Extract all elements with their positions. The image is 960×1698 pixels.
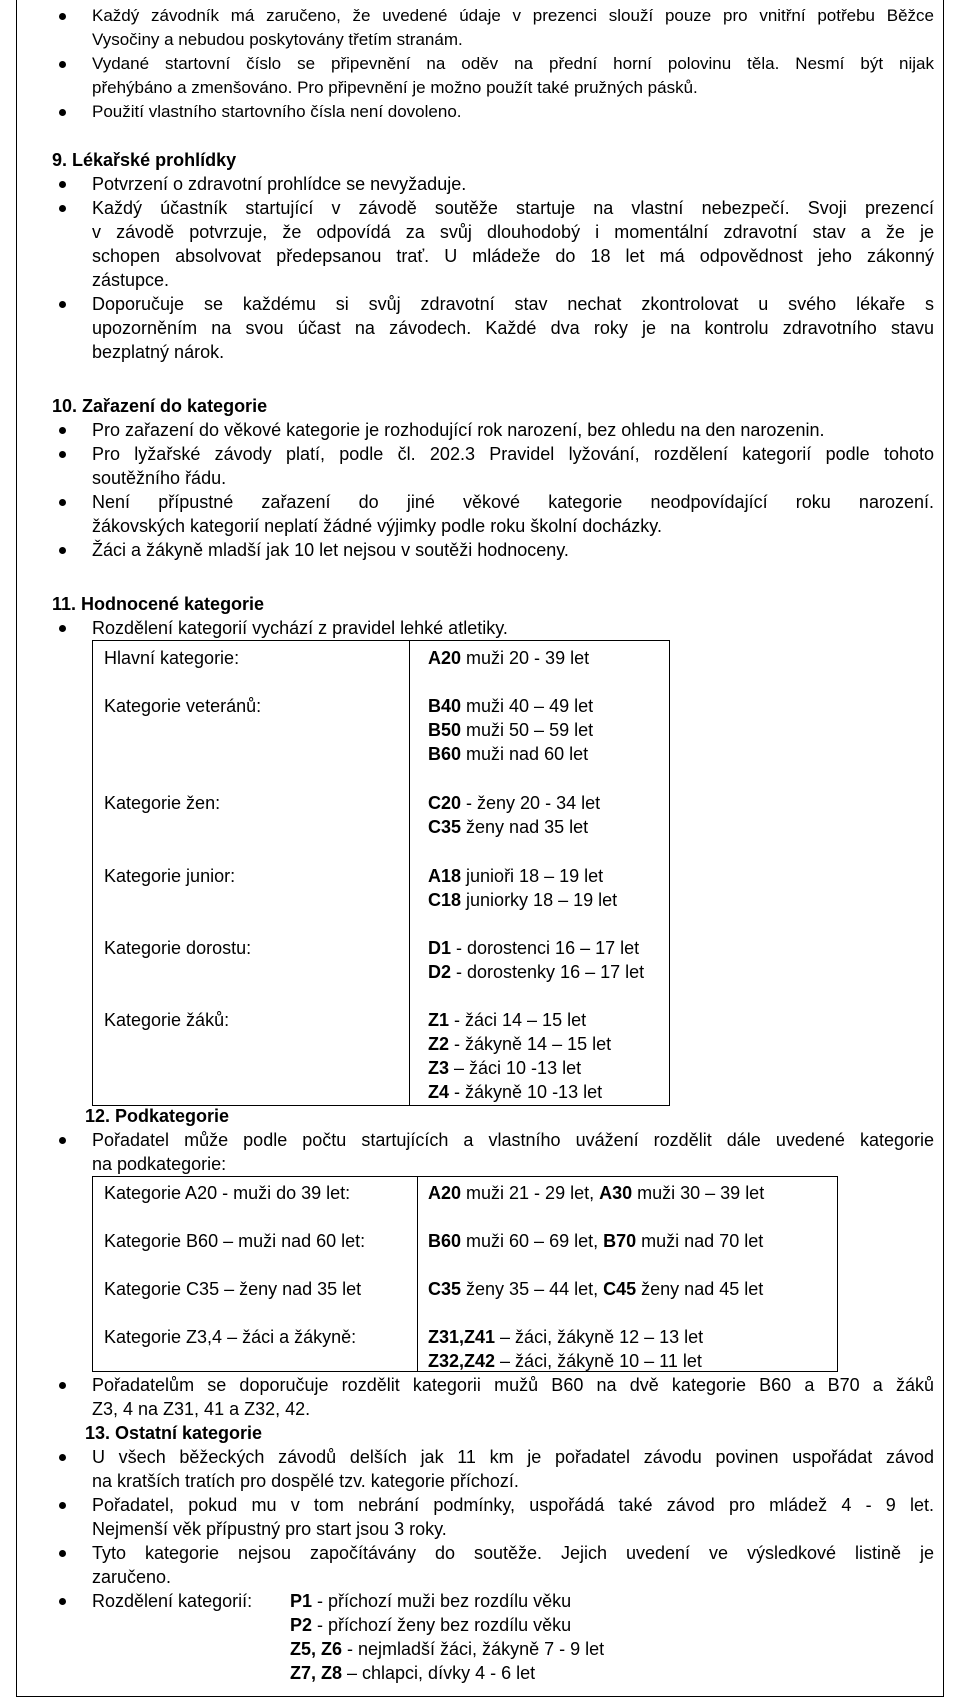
paragraph-line: Potvrzení o zdravotní prohlídce se nevyžaduje. bbox=[92, 174, 467, 194]
paragraph-line: Každý účastník startující v závodě soutěže startuje na vlastní nebezpečí. Svoji prezencí bbox=[92, 198, 934, 218]
category-group-label: Kategorie veteránů: bbox=[104, 696, 262, 716]
division-entry: P2 - příchozí ženy bez rozdílu věku bbox=[290, 1615, 572, 1635]
category-entry: Z1 - žáci 14 – 15 let bbox=[428, 1010, 587, 1030]
category-entry: B50 muži 50 – 59 let bbox=[428, 720, 594, 740]
category-entry: B40 muži 40 – 49 let bbox=[428, 696, 594, 716]
category-group-label: Kategorie žen: bbox=[104, 793, 221, 813]
paragraph-line: Žáci a žákyně mladší jak 10 let nejsou v soutěži hodnoceny. bbox=[92, 540, 569, 560]
table-divider bbox=[409, 641, 410, 1105]
division-entry: P1 - příchozí muži bez rozdílu věku bbox=[290, 1591, 572, 1611]
paragraph-line: Nejmenší věk přípustný pro start jsou 3 roky. bbox=[92, 1519, 447, 1539]
paragraph-line: zaručeno. bbox=[92, 1567, 172, 1587]
bullet-dot bbox=[59, 427, 66, 434]
bullet-dot bbox=[59, 13, 66, 20]
subcategory-group-label: Kategorie A20 - muži do 39 let: bbox=[104, 1183, 351, 1203]
paragraph-line: schopen absolvovat předepsanou trať. U mládeže do 18 let má odpovědnost jeho zákonný bbox=[92, 246, 934, 266]
subcategory-group-label: Kategorie Z3,4 – žáci a žákyně: bbox=[104, 1327, 357, 1347]
paragraph-line: Vydané startovní číslo se připevnění na oděv na přední horní polovinu těla. Nesmí být nijak bbox=[92, 54, 934, 73]
division-entry: Z5, Z6 - nejmladší žáci, žákyně 7 - 9 let bbox=[290, 1639, 605, 1659]
category-group-label: Kategorie junior: bbox=[104, 866, 236, 886]
paragraph-line: přehýbáno a zmenšováno. Pro připevnění je možno použít také pružných pásků. bbox=[92, 78, 698, 97]
bullet-dot bbox=[59, 301, 66, 308]
division-label: Rozdělení kategorií: bbox=[92, 1591, 253, 1611]
category-entry: C18 juniorky 18 – 19 let bbox=[428, 890, 618, 910]
section-11-intro: Rozdělení kategorií vychází z pravidel lehké atletiky. bbox=[92, 618, 508, 638]
bullet-dot bbox=[59, 1502, 66, 1509]
section-12-note: Z3, 4 na Z31, 41 a Z32, 42. bbox=[92, 1399, 311, 1419]
section-12-note: Pořadatelům se doporučuje rozdělit kategorii mužů B60 na dvě kategorie B60 a B70 a žáků bbox=[92, 1375, 934, 1395]
subcategory-entry: C35 ženy 35 – 44 let, C45 ženy nad 45 let bbox=[428, 1279, 764, 1299]
bullet-dot bbox=[59, 109, 66, 116]
paragraph-line: Každý závodník má zaručeno, že uvedené údaje v prezenci slouží pouze pro vnitřní potřebu Běžce bbox=[92, 6, 934, 25]
bullet-dot bbox=[59, 451, 66, 458]
paragraph-line: upozorněním na svou účast na závodech. Každé dva roky je na kontrolu zdravotního stavu bbox=[92, 318, 934, 338]
paragraph-line: Pořadatel, pokud mu v tom nebrání podmínky, uspořádá také závod pro mládež 4 - 9 let. bbox=[92, 1495, 934, 1515]
category-group-label: Kategorie dorostu: bbox=[104, 938, 252, 958]
bullet-dot bbox=[59, 1454, 66, 1461]
paragraph-line: Vysočiny a nebudou poskytovány třetím stranám. bbox=[92, 30, 463, 49]
paragraph-line: Použití vlastního startovního čísla není dovoleno. bbox=[92, 102, 462, 121]
category-entry: A18 junioři 18 – 19 let bbox=[428, 866, 604, 886]
category-entry: D2 - dorostenky 16 – 17 let bbox=[428, 962, 645, 982]
subcategory-entry: B60 muži 60 – 69 let, B70 muži nad 70 let bbox=[428, 1231, 764, 1251]
paragraph-line: Pro zařazení do věkové kategorie je rozhodující rok narození, bez ohledu na den narozenin. bbox=[92, 420, 825, 440]
category-entry: D1 - dorostenci 16 – 17 let bbox=[428, 938, 640, 958]
bullet-dot bbox=[59, 625, 66, 632]
category-entry: B60 muži nad 60 let bbox=[428, 744, 589, 764]
bullet-dot bbox=[59, 205, 66, 212]
paragraph-line: soutěžního řádu. bbox=[92, 468, 227, 488]
category-entry: C20 - ženy 20 - 34 let bbox=[428, 793, 601, 813]
paragraph-line: v závodě potvrzuje, že odpovídá za svůj dlouhodobý i momentální zdravotní stav a že je bbox=[92, 222, 934, 242]
category-group-label: Hlavní kategorie: bbox=[104, 648, 240, 668]
section-11-heading: 11. Hodnocené kategorie bbox=[52, 594, 265, 614]
section-12-heading: 12. Podkategorie bbox=[85, 1106, 230, 1126]
subcategory-entry: A20 muži 21 - 29 let, A30 muži 30 – 39 let bbox=[428, 1183, 765, 1203]
bullet-dot bbox=[59, 61, 66, 68]
category-entry: C35 ženy nad 35 let bbox=[428, 817, 589, 837]
category-entry: Z3 – žáci 10 -13 let bbox=[428, 1058, 582, 1078]
subcategory-entry: Z32,Z42 – žáci, žákyně 10 – 11 let bbox=[428, 1351, 702, 1371]
section-12-intro: na podkategorie: bbox=[92, 1154, 227, 1174]
subcategory-group-label: Kategorie C35 – ženy nad 35 let bbox=[104, 1279, 362, 1299]
paragraph-line: Doporučuje se každému si svůj zdravotní stav nechat zkontrolovat u svého lékaře s bbox=[92, 294, 934, 314]
paragraph-line: žákovských kategorií neplatí žádné výjimky podle roku školní docházky. bbox=[92, 516, 662, 536]
paragraph-line: zástupce. bbox=[92, 270, 170, 290]
bullet-dot bbox=[59, 181, 66, 188]
bullet-dot bbox=[59, 1598, 66, 1605]
section-13-heading: 13. Ostatní kategorie bbox=[85, 1423, 263, 1443]
paragraph-line: na kratších tratích pro dospělé tzv. kategorie příchozí. bbox=[92, 1471, 519, 1491]
paragraph-line: bezplatný nárok. bbox=[92, 342, 225, 362]
paragraph-line: Tyto kategorie nejsou započítávány do soutěže. Jejich uvedení ve výsledkové listině je bbox=[92, 1543, 934, 1563]
paragraph-line: Pro lyžařské závody platí, podle čl. 202.3 Pravidel lyžování, rozdělení kategorií podle tohoto bbox=[92, 444, 934, 464]
subcategory-entry: Z31,Z41 – žáci, žákyně 12 – 13 let bbox=[428, 1327, 704, 1347]
category-entry: A20 muži 20 - 39 let bbox=[428, 648, 590, 668]
category-entry: Z4 - žákyně 10 -13 let bbox=[428, 1082, 603, 1102]
bullet-dot bbox=[59, 1550, 66, 1557]
section-12-intro: Pořadatel může podle počtu startujících a vlastního uvážení rozdělit dále uvedené kategorie bbox=[92, 1130, 934, 1150]
division-entry: Z7, Z8 – chlapci, dívky 4 - 6 let bbox=[290, 1663, 536, 1683]
bullet-dot bbox=[59, 1382, 66, 1389]
subcategory-group-label: Kategorie B60 – muži nad 60 let: bbox=[104, 1231, 366, 1251]
section-9-heading: 9. Lékařské prohlídky bbox=[52, 150, 237, 170]
category-entry: Z2 - žákyně 14 – 15 let bbox=[428, 1034, 612, 1054]
bullet-dot bbox=[59, 547, 66, 554]
bullet-dot bbox=[59, 499, 66, 506]
paragraph-line: U všech běžeckých závodů delších jak 11 km je pořadatel závodu povinen uspořádat závod bbox=[92, 1447, 934, 1467]
category-group-label: Kategorie žáků: bbox=[104, 1010, 230, 1030]
paragraph-line: Není přípustné zařazení do jiné věkové kategorie neodpovídající roku narození. bbox=[92, 492, 934, 512]
section-10-heading: 10. Zařazení do kategorie bbox=[52, 396, 268, 416]
bullet-dot bbox=[59, 1137, 66, 1144]
table-divider bbox=[417, 1177, 418, 1371]
